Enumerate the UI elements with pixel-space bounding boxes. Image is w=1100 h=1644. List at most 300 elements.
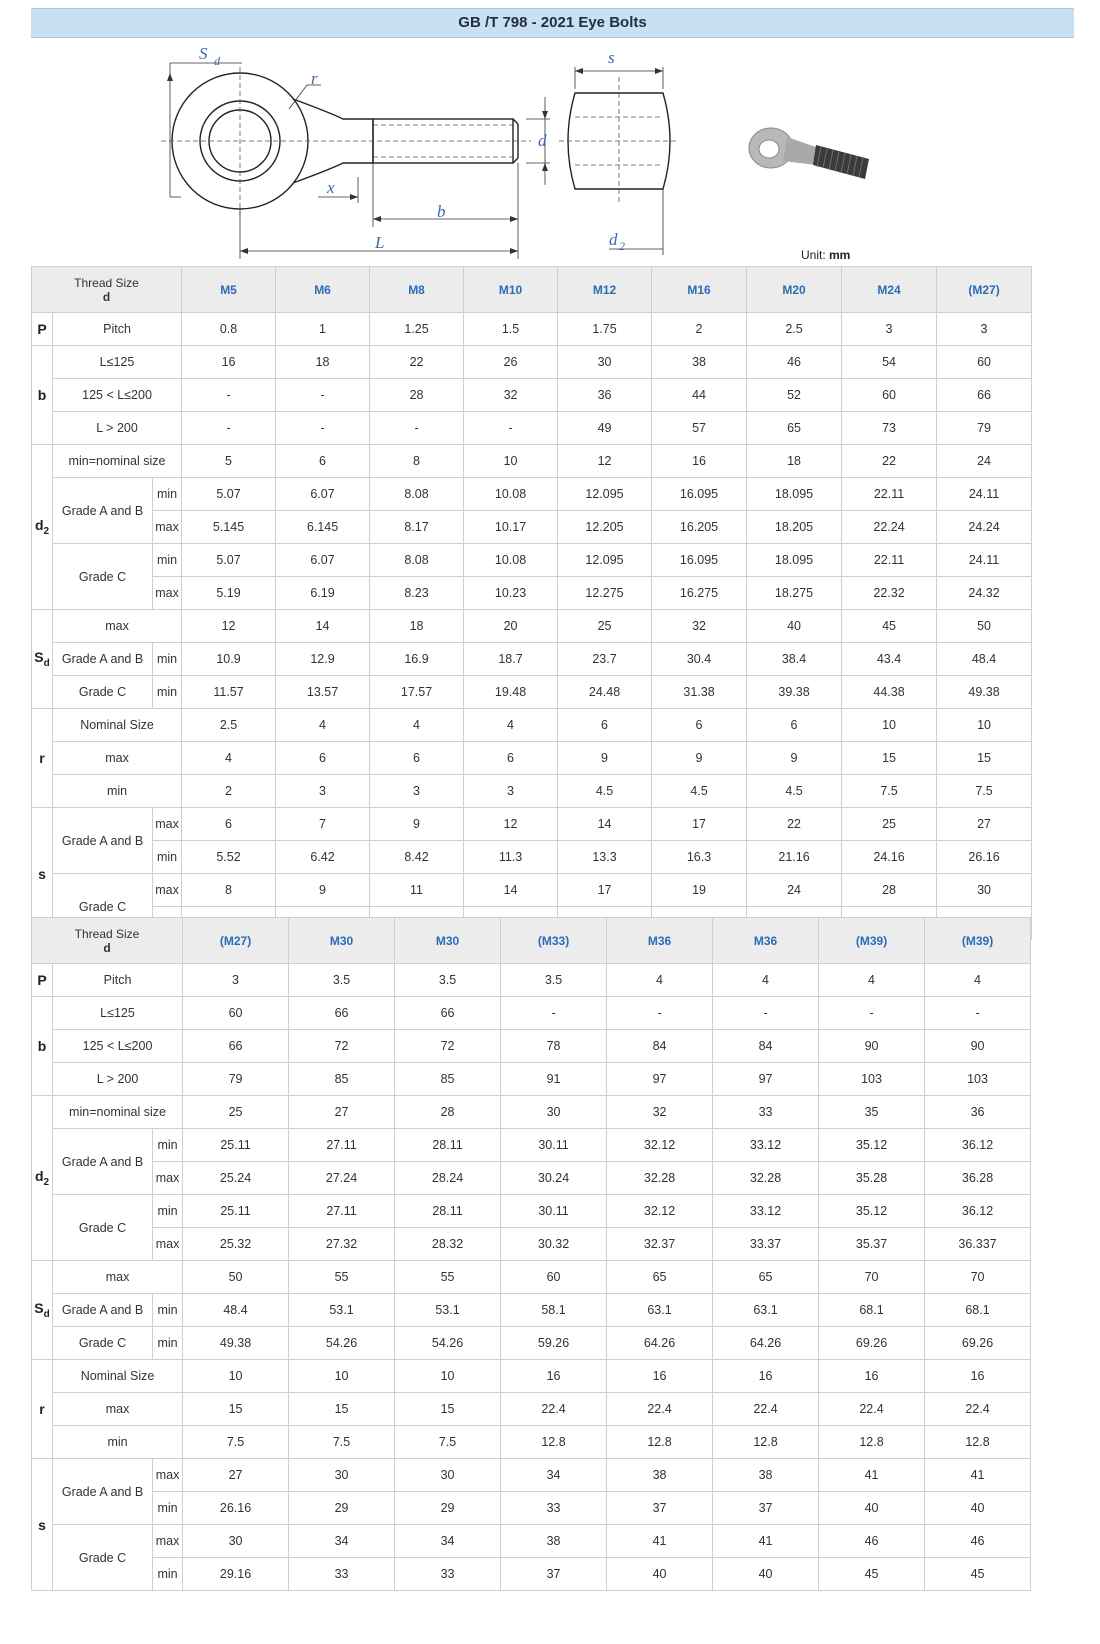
value-cell: 4 — [607, 964, 713, 997]
value-cell: 16.275 — [652, 577, 747, 610]
value-cell: 24.24 — [937, 511, 1032, 544]
value-cell: 6.07 — [276, 544, 370, 577]
value-cell: 44 — [652, 379, 747, 412]
value-cell: 1.5 — [464, 313, 558, 346]
value-cell: 19.48 — [464, 676, 558, 709]
value-cell: 35.12 — [819, 1195, 925, 1228]
value-cell: 43.4 — [842, 643, 937, 676]
table-row — [32, 1195, 1031, 1228]
value-cell: 25 — [558, 610, 652, 643]
value-cell: 3 — [937, 313, 1032, 346]
value-cell: 32 — [464, 379, 558, 412]
value-cell: 12.275 — [558, 577, 652, 610]
value-cell: 29 — [395, 1492, 501, 1525]
value-cell: 4 — [276, 709, 370, 742]
value-cell: 8.42 — [370, 841, 464, 874]
value-cell: 23.7 — [558, 643, 652, 676]
sd-symbol: S — [34, 1300, 44, 1317]
value-cell: 27.11 — [289, 1129, 395, 1162]
value-cell: 36.12 — [925, 1195, 1031, 1228]
unit-label — [801, 248, 850, 262]
unit-value: mm — [829, 248, 851, 262]
value-cell: 12 — [464, 808, 558, 841]
thread-size-label: Thread Size — [74, 275, 139, 290]
value-cell: 25.11 — [183, 1129, 289, 1162]
value-cell: 31.38 — [652, 676, 747, 709]
value-cell: 6 — [464, 742, 558, 775]
value-cell: 11.3 — [464, 841, 558, 874]
value-cell: 6 — [370, 742, 464, 775]
row-label: min — [53, 775, 182, 808]
value-cell: 25.11 — [183, 1195, 289, 1228]
value-cell: 30.11 — [501, 1195, 607, 1228]
value-cell: 66 — [183, 1030, 289, 1063]
value-cell: 28.11 — [395, 1129, 501, 1162]
size-header: (M39) — [819, 918, 925, 964]
row-label: L > 200 — [53, 1063, 183, 1096]
value-cell: 9 — [276, 874, 370, 907]
value-cell: 66 — [289, 997, 395, 1030]
d2-symbol: d — [34, 517, 44, 534]
value-cell: 9 — [558, 742, 652, 775]
grade-label: Grade C — [53, 544, 153, 610]
value-cell: 25 — [842, 808, 937, 841]
size-header: (M27) — [183, 918, 289, 964]
value-cell: 54 — [842, 346, 937, 379]
row-label: max — [53, 610, 182, 643]
value-cell: 15 — [937, 742, 1032, 775]
value-cell: 49 — [558, 412, 652, 445]
value-cell: 5 — [182, 445, 276, 478]
value-cell: 4.5 — [652, 775, 747, 808]
value-cell: 12.8 — [819, 1426, 925, 1459]
value-cell: 65 — [713, 1261, 819, 1294]
value-cell: 50 — [183, 1261, 289, 1294]
row-label: Nominal Size — [53, 1360, 183, 1393]
table-row — [32, 775, 1032, 808]
value-cell: 12 — [558, 445, 652, 478]
value-cell: 2.5 — [182, 709, 276, 742]
value-cell: 12.8 — [607, 1426, 713, 1459]
thread-size-label: Thread Size — [74, 926, 140, 941]
table-row — [32, 742, 1032, 775]
minmax-label: max — [153, 511, 182, 544]
value-cell: 5.52 — [182, 841, 276, 874]
value-cell: 64.26 — [713, 1327, 819, 1360]
value-cell: 30 — [558, 346, 652, 379]
value-cell: 24.32 — [937, 577, 1032, 610]
label-sd: S — [199, 44, 208, 63]
value-cell: 9 — [652, 742, 747, 775]
value-cell: 5.07 — [182, 478, 276, 511]
value-cell: 22.4 — [501, 1393, 607, 1426]
value-cell: 22 — [370, 346, 464, 379]
value-cell: 21.16 — [747, 841, 842, 874]
value-cell: 10.08 — [464, 478, 558, 511]
value-cell: 8.08 — [370, 478, 464, 511]
table-row — [32, 964, 1031, 997]
value-cell: 30.32 — [501, 1228, 607, 1261]
value-cell: 35.12 — [819, 1129, 925, 1162]
label-sd-sub: d — [214, 54, 220, 68]
sd-subscript: d — [43, 657, 50, 669]
size-header: M6 — [276, 267, 370, 313]
table-row — [32, 1459, 1031, 1492]
value-cell: 25 — [183, 1096, 289, 1129]
group-b: b — [32, 997, 53, 1096]
label-l: L — [375, 233, 385, 252]
value-cell: 6 — [276, 742, 370, 775]
value-cell: 6.145 — [276, 511, 370, 544]
value-cell: 14 — [558, 808, 652, 841]
group-b: b — [32, 346, 53, 445]
table-row — [32, 1162, 1031, 1195]
size-header: M20 — [747, 267, 842, 313]
grade-label: Grade C — [53, 1525, 153, 1591]
value-cell: 13.3 — [558, 841, 652, 874]
value-cell: 40 — [713, 1558, 819, 1591]
value-cell: 18 — [276, 346, 370, 379]
grade-label: Grade C — [53, 1327, 153, 1360]
minmax-label: min — [153, 841, 182, 874]
value-cell: 85 — [289, 1063, 395, 1096]
value-cell: 12.8 — [713, 1426, 819, 1459]
table-row — [32, 1426, 1031, 1459]
value-cell: - — [182, 412, 276, 445]
grade-label: Grade A and B — [53, 643, 153, 676]
value-cell: 49.38 — [937, 676, 1032, 709]
row-label: max — [53, 1261, 183, 1294]
table-row — [32, 379, 1032, 412]
table-row — [32, 1525, 1031, 1558]
value-cell: 16.9 — [370, 643, 464, 676]
unit-prefix: Unit: — [801, 248, 830, 262]
group-s: s — [32, 1459, 53, 1591]
minmax-label: min — [153, 1558, 183, 1591]
value-cell: 68.1 — [925, 1294, 1031, 1327]
thread-size-d: d — [102, 289, 111, 304]
value-cell: 30.24 — [501, 1162, 607, 1195]
value-cell: 38 — [501, 1525, 607, 1558]
size-header: M10 — [464, 267, 558, 313]
value-cell: 103 — [925, 1063, 1031, 1096]
minmax-label: min — [153, 1294, 183, 1327]
value-cell: 32.28 — [713, 1162, 819, 1195]
value-cell: 30 — [289, 1459, 395, 1492]
size-header: M16 — [652, 267, 747, 313]
value-cell: 79 — [183, 1063, 289, 1096]
value-cell: 46 — [925, 1525, 1031, 1558]
value-cell: 36.28 — [925, 1162, 1031, 1195]
row-label: 125 < L≤200 — [53, 1030, 183, 1063]
value-cell: 10 — [464, 445, 558, 478]
label-d: d — [538, 131, 547, 150]
minmax-label: max — [153, 1525, 183, 1558]
value-cell: 52 — [747, 379, 842, 412]
value-cell: - — [182, 379, 276, 412]
value-cell: 40 — [925, 1492, 1031, 1525]
value-cell: 9 — [370, 808, 464, 841]
value-cell: 32.28 — [607, 1162, 713, 1195]
table-row — [32, 1228, 1031, 1261]
minmax-label: min — [153, 643, 182, 676]
value-cell: 8.17 — [370, 511, 464, 544]
value-cell: - — [501, 997, 607, 1030]
value-cell: 63.1 — [607, 1294, 713, 1327]
table-row — [32, 346, 1032, 379]
value-cell: 37 — [713, 1492, 819, 1525]
table-row — [32, 1129, 1031, 1162]
value-cell: 68.1 — [819, 1294, 925, 1327]
value-cell: 38 — [607, 1459, 713, 1492]
label-x: x — [327, 178, 335, 197]
label-d2-sub: 2 — [619, 239, 625, 253]
value-cell: 28.24 — [395, 1162, 501, 1195]
value-cell: 3 — [464, 775, 558, 808]
group-sd — [32, 610, 53, 709]
value-cell: 34 — [289, 1525, 395, 1558]
grade-label: Grade A and B — [53, 1129, 153, 1195]
value-cell: 33 — [395, 1558, 501, 1591]
value-cell: 6 — [276, 445, 370, 478]
row-label: L > 200 — [53, 412, 182, 445]
value-cell: 55 — [395, 1261, 501, 1294]
value-cell: 22.4 — [607, 1393, 713, 1426]
value-cell: 60 — [501, 1261, 607, 1294]
value-cell: 16.095 — [652, 478, 747, 511]
value-cell: 90 — [925, 1030, 1031, 1063]
size-header: M36 — [713, 918, 819, 964]
value-cell: 37 — [501, 1558, 607, 1591]
table-row — [32, 709, 1032, 742]
value-cell: 33 — [713, 1096, 819, 1129]
value-cell: 10 — [289, 1360, 395, 1393]
value-cell: 2 — [652, 313, 747, 346]
minmax-label: min — [153, 478, 182, 511]
size-header: M8 — [370, 267, 464, 313]
value-cell: 22.32 — [842, 577, 937, 610]
value-cell: 6.19 — [276, 577, 370, 610]
value-cell: 7.5 — [395, 1426, 501, 1459]
value-cell: 40 — [819, 1492, 925, 1525]
value-cell: 54.26 — [289, 1327, 395, 1360]
value-cell: 36 — [925, 1096, 1031, 1129]
row-label: Pitch — [53, 964, 183, 997]
value-cell: 25.32 — [183, 1228, 289, 1261]
table-row — [32, 1492, 1031, 1525]
value-cell: 6.07 — [276, 478, 370, 511]
value-cell: 65 — [607, 1261, 713, 1294]
value-cell: 3 — [276, 775, 370, 808]
value-cell: 12.8 — [925, 1426, 1031, 1459]
d2-symbol: d — [34, 1168, 44, 1185]
value-cell: 46 — [747, 346, 842, 379]
value-cell: 16 — [607, 1360, 713, 1393]
row-label: min=nominal size — [53, 1096, 183, 1129]
value-cell: 5.19 — [182, 577, 276, 610]
table-row — [32, 1360, 1031, 1393]
value-cell: 3 — [370, 775, 464, 808]
value-cell: 22.11 — [842, 478, 937, 511]
value-cell: 8 — [370, 445, 464, 478]
value-cell: 7.5 — [842, 775, 937, 808]
value-cell: 33 — [501, 1492, 607, 1525]
value-cell: 14 — [276, 610, 370, 643]
table-row — [32, 577, 1032, 610]
value-cell: 33 — [289, 1558, 395, 1591]
value-cell: 72 — [395, 1030, 501, 1063]
group-r: r — [32, 1360, 53, 1459]
value-cell: 97 — [607, 1063, 713, 1096]
value-cell: 90 — [819, 1030, 925, 1063]
value-cell: 22.4 — [819, 1393, 925, 1426]
table-row — [32, 997, 1031, 1030]
table-row — [32, 544, 1032, 577]
sd-symbol: S — [34, 649, 44, 666]
label-s: s — [608, 48, 615, 67]
value-cell: 55 — [289, 1261, 395, 1294]
value-cell: 7 — [276, 808, 370, 841]
value-cell: 33.37 — [713, 1228, 819, 1261]
row-label: 125 < L≤200 — [53, 379, 182, 412]
value-cell: 45 — [925, 1558, 1031, 1591]
value-cell: 16.205 — [652, 511, 747, 544]
d2-subscript: 2 — [43, 1176, 50, 1188]
value-cell: 27 — [183, 1459, 289, 1492]
row-label: max — [53, 1393, 183, 1426]
thread-size-header — [32, 267, 182, 313]
value-cell: 20 — [464, 610, 558, 643]
value-cell: 22 — [747, 808, 842, 841]
value-cell: 7.5 — [937, 775, 1032, 808]
table-row — [32, 808, 1032, 841]
value-cell: 22.11 — [842, 544, 937, 577]
sd-subscript: d — [43, 1308, 50, 1320]
minmax-label: max — [153, 808, 182, 841]
value-cell: 10 — [183, 1360, 289, 1393]
value-cell: - — [925, 997, 1031, 1030]
value-cell: 60 — [183, 997, 289, 1030]
value-cell: 25.24 — [183, 1162, 289, 1195]
value-cell: 39.38 — [747, 676, 842, 709]
value-cell: 10 — [395, 1360, 501, 1393]
table-row — [32, 313, 1032, 346]
value-cell: 15 — [289, 1393, 395, 1426]
minmax-label: min — [153, 544, 182, 577]
value-cell: 11.57 — [182, 676, 276, 709]
value-cell: 12.095 — [558, 478, 652, 511]
minmax-label: max — [153, 1459, 183, 1492]
table-row — [32, 1030, 1031, 1063]
group-d2 — [32, 445, 53, 610]
value-cell: 54.26 — [395, 1327, 501, 1360]
value-cell: 78 — [501, 1030, 607, 1063]
value-cell: 22.24 — [842, 511, 937, 544]
value-cell: 85 — [395, 1063, 501, 1096]
value-cell: 24.11 — [937, 544, 1032, 577]
grade-label: Grade A and B — [53, 478, 153, 544]
value-cell: 70 — [819, 1261, 925, 1294]
minmax-label: max — [153, 1162, 183, 1195]
row-label: max — [53, 742, 182, 775]
value-cell: 63.1 — [713, 1294, 819, 1327]
value-cell: 4 — [182, 742, 276, 775]
value-cell: 40 — [607, 1558, 713, 1591]
group-r: r — [32, 709, 53, 808]
value-cell: 32 — [607, 1096, 713, 1129]
value-cell: 60 — [842, 379, 937, 412]
value-cell: 10 — [937, 709, 1032, 742]
eye-bolt-diagram — [31, 37, 1074, 278]
value-cell: 97 — [713, 1063, 819, 1096]
value-cell: 66 — [937, 379, 1032, 412]
value-cell: 18.095 — [747, 478, 842, 511]
size-header: (M39) — [925, 918, 1031, 964]
value-cell: 6 — [652, 709, 747, 742]
value-cell: 17.57 — [370, 676, 464, 709]
row-label: L≤125 — [53, 997, 183, 1030]
value-cell: 84 — [713, 1030, 819, 1063]
value-cell: 36.12 — [925, 1129, 1031, 1162]
value-cell: 24.11 — [937, 478, 1032, 511]
size-header: M12 — [558, 267, 652, 313]
value-cell: 38.4 — [747, 643, 842, 676]
minmax-label: max — [153, 874, 182, 907]
value-cell: 33.12 — [713, 1195, 819, 1228]
row-label: Nominal Size — [53, 709, 182, 742]
value-cell: 27 — [289, 1096, 395, 1129]
value-cell: 12.205 — [558, 511, 652, 544]
value-cell: 30 — [501, 1096, 607, 1129]
value-cell: 16.3 — [652, 841, 747, 874]
value-cell: - — [464, 412, 558, 445]
grade-label: Grade A and B — [53, 1294, 153, 1327]
value-cell: 6 — [558, 709, 652, 742]
value-cell: 69.26 — [819, 1327, 925, 1360]
value-cell: 30 — [183, 1525, 289, 1558]
value-cell: 16 — [925, 1360, 1031, 1393]
table-row — [32, 412, 1032, 445]
value-cell: 5.145 — [182, 511, 276, 544]
value-cell: 41 — [713, 1525, 819, 1558]
value-cell: 28 — [395, 1096, 501, 1129]
value-cell: 27 — [937, 808, 1032, 841]
value-cell: 49.38 — [183, 1327, 289, 1360]
value-cell: 10.9 — [182, 643, 276, 676]
value-cell: 38 — [713, 1459, 819, 1492]
eye-bolt-photo-icon — [749, 128, 869, 179]
table-row — [32, 1096, 1031, 1129]
value-cell: 3.5 — [501, 964, 607, 997]
value-cell: 41 — [925, 1459, 1031, 1492]
value-cell: 10.17 — [464, 511, 558, 544]
value-cell: 28 — [842, 874, 937, 907]
minmax-label: min — [153, 1492, 183, 1525]
value-cell: 9 — [747, 742, 842, 775]
value-cell: 34 — [395, 1525, 501, 1558]
value-cell: 16 — [501, 1360, 607, 1393]
value-cell: 22 — [842, 445, 937, 478]
table-row — [32, 643, 1032, 676]
value-cell: 8.08 — [370, 544, 464, 577]
value-cell: 35.37 — [819, 1228, 925, 1261]
value-cell: 30.4 — [652, 643, 747, 676]
group-p: P — [32, 964, 53, 997]
value-cell: 3.5 — [289, 964, 395, 997]
value-cell: 45 — [842, 610, 937, 643]
value-cell: 103 — [819, 1063, 925, 1096]
value-cell: 26.16 — [183, 1492, 289, 1525]
